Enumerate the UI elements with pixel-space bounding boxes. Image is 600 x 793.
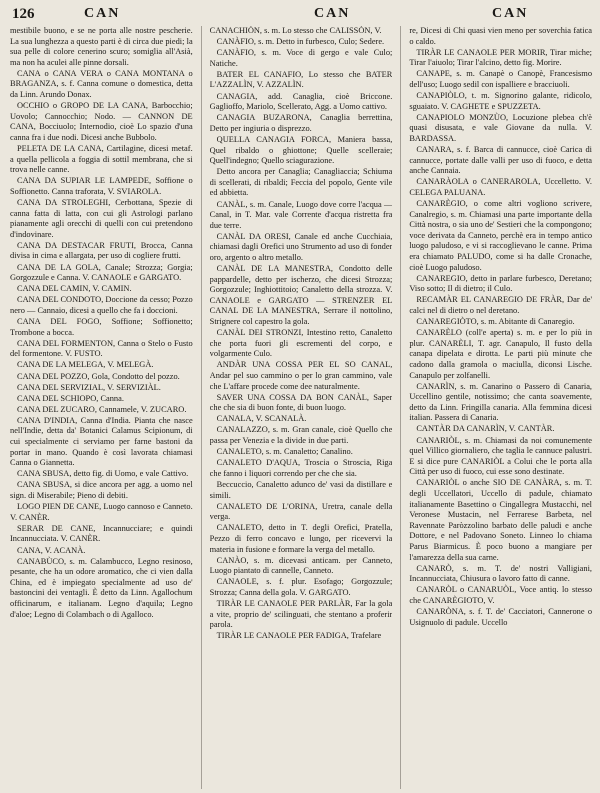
dictionary-entry: LOGO PIEN DE CANE, Luogo cannoso e Canneto. V. CANÈR. <box>10 502 193 522</box>
dictionary-entry: CANARÒ, s. m. T. de' nostri Valligiani, Incannucciata, Chiusura o lavoro fatto di canne. <box>409 563 593 584</box>
dictionary-entry: CANA DA STROLEGHI, Cerbottana, Spezie di canna fatta di latta, con cui gli Astrologi parlano pianamente agli orecchi di quelli con cui pretendono d'indovinare. <box>10 198 193 239</box>
dictionary-entry: TIRÀR LE CANAOLE PER PARLÀR, Far la gola a vite, proprio de' scilinguati, che stentano a proferir parola. <box>209 598 393 630</box>
dictionary-entry: CANARÈGIO, o come altri vogliono scrivere, Canalregio, s. m. Chiamasi una parte importante della Città nostra, o sia uno de' Sestieri che la compongono; voce derivata da Canneto, perchè era in tempo antico luogo paludoso, e vi si raccoglievano le canne. Prima era chiamato PALUDO, come si ha dalle Cronache, cioè Luogo paludoso. <box>409 199 593 272</box>
dictionary-entry: CANA DA SUPIAR LE LAMPEDE, Soffione o Soffionetto. Canna traforata, V. SVIAROLA. <box>10 176 193 196</box>
dictionary-entry: CANARIÒL o anche SIO DE CANÀRA, s. m. T. degli Uccellatori, Uccello di padule, chiamato italianamente Basettino o Cingallegra Mustacchi, nel Veronese Mustacin, nel Ferrarese Barbeta, nel Ravennate Paròzzolino barbato delle paludi e anche Dottore, e nel Padovano Soneto. Linneo lo chiama Parus Biarmicus. È poco buono a mangiare per l'amarezza della sua carne. <box>409 478 593 562</box>
guide-word-center: CAN <box>314 6 351 21</box>
dictionary-entry: CANA o CANA VERA o CANA MONTANA o BRAGANZA, s. f. Canna comune o domestica, detta da Linn. Arundo Donax. <box>10 68 193 100</box>
dictionary-entry: CANAGIA BUZARONA, Canaglia berrettina, Detto per ingiuria o disprezzo. <box>209 113 393 133</box>
dictionary-entry: CANAPIÒLO, t. m. Signorino galante, ridicolo, sguaiato. V. CAGHETE e SPUZZETA. <box>409 91 593 111</box>
dictionary-entry: re, Dicesi di Chi quasi vien meno per soverchia fatica o caldo. <box>409 26 593 46</box>
dictionary-entry: BATER EL CANAFIO, Lo stesso che BATER L'AZZALÌN, V. AZZALÌN. <box>209 69 393 90</box>
dictionary-entry: Beccuccio, Canaletto adunco de' vasi da distillare e simili. <box>209 479 393 500</box>
dictionary-entry: CANARÒNA, s. f. T. de' Cacciatori, Cannerone o Usignuolo di padule. Uccello <box>409 607 593 627</box>
dictionary-entry: CANÀL DE LA MANESTRA, Condotto delle pappardelle, detto per ischerzo, che dicesi Strozza; Gorgozzule; Inghiottitoio; Canaletto della strozza. V. CANAOLE e GARGATO — STRENZER EL CANAL DE LA MANESTRA, Serrare il nottolino, Strignere col capestro la gola. <box>209 264 393 327</box>
column-left <box>10 26 193 789</box>
dictionary-entry: CANÀFIO, s. m. Detto in furbesco, Culo; Sedere. <box>216 37 385 47</box>
dictionary-entry: CANA SBUSA, detto fig. di Uomo, e vale Cattivo. <box>17 469 189 479</box>
dictionary-entry: RECAMÀR EL CANAREGIO DE FRÀR, Dar de' calci nel di dietro o nel deretano. <box>409 295 593 315</box>
dictionary-entry: CANABÙCO, s. m. Calambucco, Legno resinoso, pesante, che ha un odore aromatico, che ci vien dalla China, ed è impiegato specialmente ad uso de' bastoncini dei ventagli. È detto da Linn. Agallochum officinarum, e italianam. Legno d'aquila; Legno d'aloe; Legno di Colambach o di Agalloco. <box>10 556 193 619</box>
dictionary-entry: CANACHIÒN, s. m. Lo stesso che CALISSÒN, V. <box>209 26 382 35</box>
dictionary-entry: CANALA, V. SCANALÀ. <box>216 414 307 424</box>
running-head <box>12 4 588 26</box>
dictionary-entry: CANAPE, s. m. Canapè o Canopè, Francesismo dell'uso; Luogo sedil con ispalliere e bracciuoli. <box>409 69 593 89</box>
dictionary-entry: TIRÀR LE CANAOLE PER FADIGA, Trafelare <box>216 631 382 641</box>
dictionary-entry: CANÀL DEI STRONZI, Intestino retto, Canaletto che porta fuori gli escrementi del corpo, e volgarmente Culo. <box>209 328 393 359</box>
column-divider <box>201 26 202 789</box>
dictionary-entry: CANA DEL FORMENTON, Canna o Stelo o Fusto del formentone. V. FUSTO. <box>10 338 193 359</box>
dictionary-entry: CANAGIA, add. Canaglia, cioè Briccone. Gaglioffo, Mariolo, Scellerato, Agg. a Uomo cattivo. <box>209 91 393 112</box>
dictionary-entry: TIRÀR LE CANAOLE PER MORIR, Tirar miche; Tirar l'aiuolo; Tirar l'alcino, detto fig. Morire. <box>409 47 593 68</box>
dictionary-entry: CANAREGIÒTO, s. m. Abitante di Canaregio. <box>416 317 575 327</box>
dictionary-entry: CANARA, s. f. Barca di cannucce, cioè Carica di cannucce, portate dalle valli per uso di fuoco, e detta anche Cannaia. <box>409 145 593 176</box>
dictionary-entry: CANTÀR DA CANARÌN, V. CANTÀR. <box>416 424 555 434</box>
dictionary-entry: CANA SBUSA, si dice ancora per agg. a uomo nel sign. di Miserabile; Pieno di debiti. <box>10 480 193 501</box>
dictionary-entry: CANA D'INDIA, Canna d'India. Pianta che nasce nell'Indie, detta da' Botanici Calamus Scipionum, di cui specialmente ci serviamo per farne bastoni da portar in mano. Quando è così lavorata chiamasi Canna o Giannetta. <box>10 415 193 468</box>
dictionary-entry: QUELLA CANAGIA FORCA, Maniera bassa, Quel ribaldo o ghiottone; Quelle scelleraie; Quell'indegno; Quello sciagurazione. <box>209 134 393 166</box>
dictionary-entry: CANA DE LA MELEGA, V. MELEGÀ. <box>17 360 154 370</box>
dictionary-entry: SERAR DE CANE, Incannucciare; e quindi Incannucciata. V. CANÈR. <box>10 523 193 544</box>
column-right <box>409 26 592 789</box>
dictionary-entry: CANA DEL CONDOTO, Doccione da cesso; Pozzo nero — Cannaio, dicesi a quello che fa i doccioni. <box>10 295 193 315</box>
dictionary-entry: CANA DA DESTACAR FRUTI, Brocca, Canna divisa in cima e allargata, per uso di cogliere frutti. <box>10 240 193 261</box>
dictionary-entry: CANÀL DA ORESI, Canale ed anche Cucchiaia, chiamasi dagli Orefici uno Strumento ad uso di fonder oro, argento o altro metallo. <box>209 231 393 262</box>
dictionary-entry: CANARÌN, s. m. Canarino o Passero di Canaria, Uccellino gentile, notissimo; che canta soavemente, detto da Linn. Fringilla canaria. Alla femmina dicesi italian. Passera di Canaria. <box>409 381 593 423</box>
dictionary-entry: CANA DEL CAMIN, V. CAMIN. <box>17 284 132 294</box>
dictionary-entry: CANALETO, s. m. Canaletto; Canalino. <box>216 447 353 457</box>
dictionary-entry: CANA DEL SERVIZIAL, V. SERVIZIÀL. <box>17 382 161 392</box>
dictionary-entry: CANÀO, s. m. dicevasi anticam. per Canneto, Luogo piantato di cannelle, Canneto. <box>209 555 393 576</box>
page-number: 126 <box>12 6 35 22</box>
dictionary-entry: CANALETO D'AQUA, Troscia o Stroscia, Riga che fanno i liquori correndo per che che sia. <box>209 458 393 478</box>
dictionary-entry: CANA DE LA GOLA, Canale; Strozza; Gorgia; Gorgozzule e Canna. V. CANAOLE e GARGATO. <box>10 262 193 283</box>
text-columns <box>10 26 592 789</box>
dictionary-entry: CANÀFIO, s. m. Voce di gergo e vale Culo; Natiche. <box>209 48 393 68</box>
dictionary-entry: CANA DEL POZZO, Gola, Condotto del pozzo. <box>17 371 180 381</box>
dictionary-entry: Detto ancora per Canaglia; Canagliaccia; Schiuma di scellerati, di ribaldi; Feccia del popolo, Gente vile ed abbietta. <box>209 167 393 198</box>
dictionary-entry: PELETA DE LA CANA, Cartilagine, dicesi metaf. a quella pellicola a foggia di sottil membrana, che si trova nelle canne. <box>10 144 193 175</box>
dictionary-entry: OCCHIO o GROPO DE LA CANA, Barbocchio; Uovolo; Cannocchio; Nodo. — CANNON DE CANA, Bocciuolo; Internodio, cioè Lo spazio d'una canna fra i due nodi. Dicesi anche Bubbolo. <box>10 101 193 142</box>
dictionary-entry: CANALETO, detto in T. degli Orefici, Pratella, Pezzo di ferro concavo e lungo, per ricevervi la materia in fusione e formare la verga del metallo. <box>209 523 393 554</box>
column-center <box>210 26 393 789</box>
dictionary-entry: CANÀL, s. m. Canale, Luogo dove corre l'acqua — Canal, in T. Mar. vale Corrente d'acqua ristretta fra due terre. <box>209 199 393 230</box>
dictionary-entry: CANAREGIO, detto in parlare furbesco, Deretano; Viso sotto; Il di dietro; il Culo. <box>409 273 593 294</box>
dictionary-entry: CANAOLE, s. f. plur. Esofago; Gorgozzule; Strozza; Canna della gola. V. GARGATO. <box>209 577 393 597</box>
guide-word-left: CAN <box>84 6 121 21</box>
dictionary-entry: CANA DEL ZUCARO, Cannamele, V. ZUCARO. <box>17 404 187 414</box>
dictionary-entry: SAVER UNA COSSA DA BON CANÀL, Saper che che sia di buon fonte, di buon luogo. <box>209 392 393 413</box>
dictionary-entry: mestibile buono, e se ne porta alle nostre pescherie. La sua lunghezza a questo parti è di circa due piedi; la sua pelle di colore cenerino scuro; somiglia all'Asià, ma non ha aculei alle pinne dorsali. <box>10 26 193 67</box>
dictionary-entry: CANARIÒL, s. m. Chiamasi da noi comunemente quel Villico giornaliero, che taglia le cannuce palustri. E si dice pure CANARIÒL a Colui che le porta alla Città per uso di fuoco, cui esse sono destinate. <box>409 435 593 477</box>
dictionary-entry: CANA DEL SCHIOPO, Canna. <box>17 393 124 403</box>
dictionary-entry: CANA DEL FOGO, Soffione; Soffionetto; Trombone a bocca. <box>10 317 193 337</box>
guide-word-right: CAN <box>492 6 529 21</box>
dictionary-entry: CANAPIOLO MONZÙO, Locuzione plebea ch'è quasi disusata, e vale Giovane da nulla. V. BARDASSA. <box>409 112 593 143</box>
dictionary-entry: CANARÒL o CANARUÒL, Voce antiq. lo stesso che CANARÈGIOTO, V. <box>409 585 593 605</box>
dictionary-entry: CANARÀOLA o CANERAROLA, Uccelletto. V. CELEGA PALUANA. <box>409 177 593 197</box>
column-divider <box>400 26 401 789</box>
dictionary-entry: CANALETO DE L'ORINA, Uretra, canale della verga. <box>209 501 393 522</box>
dictionary-entry: CANARÈLO (coll'e aperta) s. m. e per lo più in plur. CANARÈLI, T. agr. Canapulo, Il fusto della canapa dipelata e dirotta. Le parti più minute che cadono dalla gramola o maciulla, diconsi Lische. Canapulo per zolfanelli. <box>409 328 593 380</box>
dictionary-entry: CANALAZZO, s. m. Gran canale, cioè Quello che passa per Venezia e la divide in due parti. <box>209 425 393 446</box>
dictionary-entry: CANA, V. ACANÀ. <box>17 545 86 555</box>
dictionary-entry: ANDÀR UNA COSSA PER EL SO CANAL, Andar pel suo cammino o per lo gran cammino, vale che L'affare procede come dee naturalmente. <box>209 360 393 391</box>
